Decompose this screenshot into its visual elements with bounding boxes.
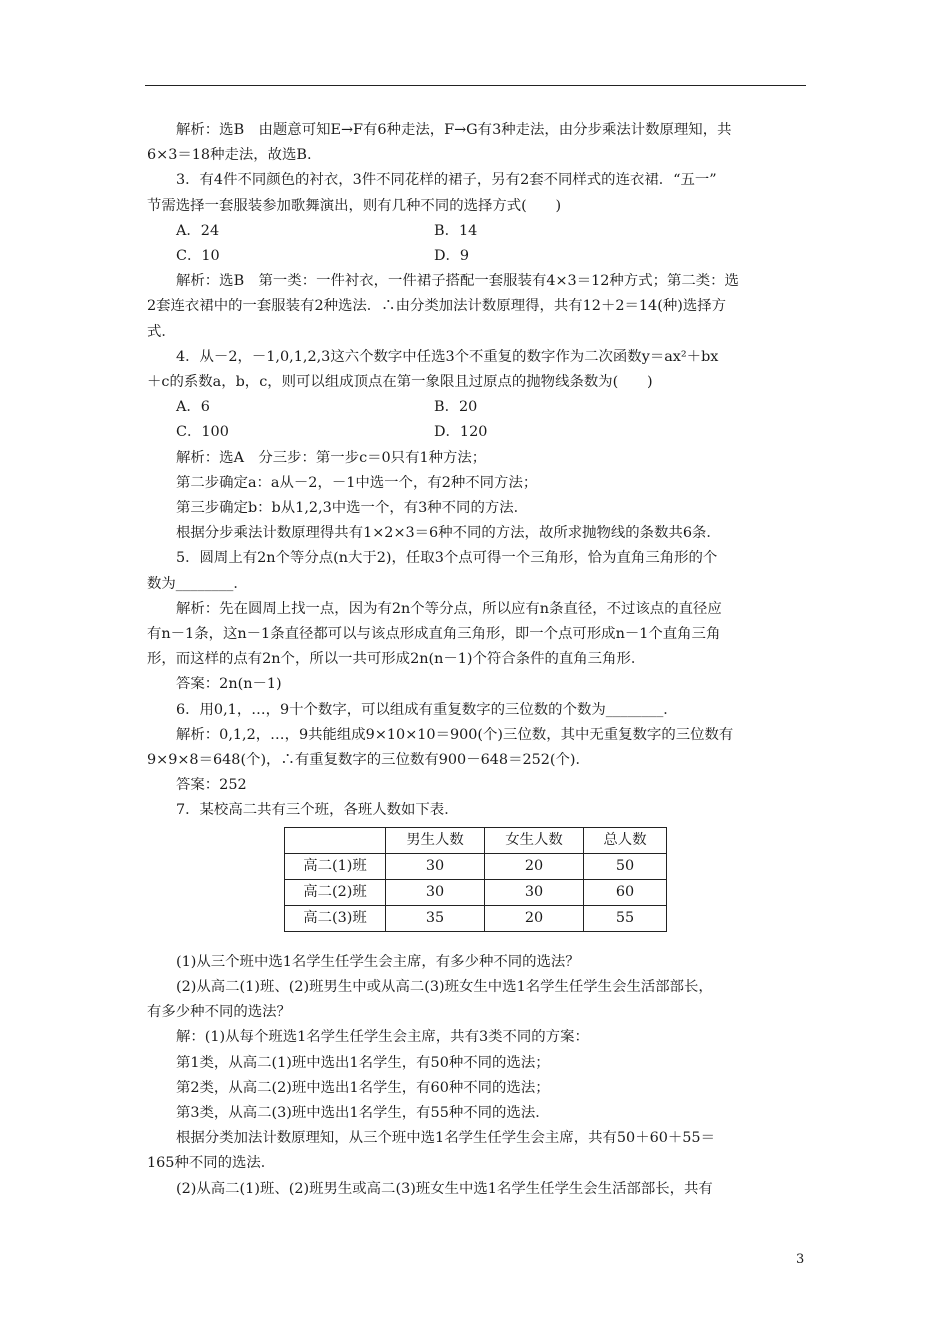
q6-question: 6．用0,1，…，9十个数字，可以组成有重复数字的三位数的个数为________． xyxy=(176,701,678,718)
table-header-cell: 女生人数 xyxy=(485,827,584,853)
table-header-cell xyxy=(285,827,386,853)
q4-option-c: C．100 xyxy=(176,424,229,441)
q5-answer: 答案：2n(n－1) xyxy=(176,676,282,693)
table-cell: 30 xyxy=(386,879,485,905)
q4-solution-line-1: 解析：选A 分三步：第一步c＝0只有1种方法； xyxy=(176,449,487,466)
table-row xyxy=(285,905,667,931)
table-cell: 高二(3)班 xyxy=(285,905,386,931)
q4-options-row-1 xyxy=(147,395,807,420)
class-size-table xyxy=(284,827,667,932)
q3-question-line-1: 3．有4件不同颜色的衬衣，3件不同花样的裙子，另有2套不同样式的连衣裙．“五一” xyxy=(176,172,717,189)
table-cell: 30 xyxy=(386,853,485,879)
table-cell: 30 xyxy=(485,879,584,905)
table-cell: 35 xyxy=(386,905,485,931)
q6-solution-line-1: 解析：0,1,2，…，9共能组成9×10×10＝900(个)三位数，其中无重复数字的三位数有 xyxy=(176,726,734,743)
q3-option-b: B．14 xyxy=(434,222,478,239)
q3-question-line-2: 节需选择一套服装参加歌舞演出，则有几种不同的选择方式( ) xyxy=(147,197,562,214)
table-header-cell: 总人数 xyxy=(584,827,667,853)
q3-option-a: A．24 xyxy=(176,222,220,239)
q7-solution-line-4: 第3类，从高二(3)班中选出1名学生，有55种不同的选法． xyxy=(176,1104,550,1121)
q3-solution-line-2: 2套连衣裙中的一套服装有2种选法．∴由分类加法计数原理得，共有12＋2＝14(种)选择方 xyxy=(147,298,726,315)
header-rule xyxy=(145,85,806,86)
q3-solution-line-1: 解析：选B 第一类：一件衬衣，一件裙子搭配一套服装有4×3＝12种方式；第二类：选 xyxy=(176,273,739,290)
q2-solution-line-1: 解析：选B 由题意可知E→F有6种走法，F→G有3种走法，由分步乘法计数原理知，共 xyxy=(176,122,732,138)
q7-part-2-line-1: (2)从高二(1)班、(2)班男生中或从高二(3)班女生中选1名学生任学生会生活部部长， xyxy=(176,978,713,995)
page-content xyxy=(147,118,807,1202)
table-row xyxy=(285,879,667,905)
q7-solution-line-3: 第2类，从高二(2)班中选出1名学生，有60种不同的选法； xyxy=(176,1079,550,1096)
q5-question-line-1: 5．圆周上有2n个等分点(n大于2)，任取3个点可得一个三角形，恰为直角三角形的个 xyxy=(176,550,718,567)
table-cell: 20 xyxy=(485,905,584,931)
q7-solution-line-6: 165种不同的选法． xyxy=(147,1155,276,1172)
q3-option-d: D．9 xyxy=(434,248,470,265)
q7-part-2-line-2: 有多少种不同的选法？ xyxy=(147,1004,291,1021)
q7-question: 7．某校高二共有三个班，各班人数如下表． xyxy=(176,802,459,819)
q4-question-line-2: ＋c的系数a，b，c，则可以组成顶点在第一象限且过原点的抛物线条数为( ) xyxy=(147,374,653,391)
q5-solution-line-3: 形，而这样的点有2n个，所以一共可形成2n(n－1)个符合条件的直角三角形． xyxy=(147,651,646,668)
q5-question-line-2: 数为________． xyxy=(147,575,248,592)
q2-solution-line-2: 6×3＝18种走法，故选B. xyxy=(147,147,312,164)
q3-solution-line-3: 式． xyxy=(147,323,176,340)
q4-solution-line-2: 第二步确定a：a从－2，－1中选一个，有2种不同方法； xyxy=(176,474,538,491)
q4-option-a: A．6 xyxy=(176,399,210,416)
q6-solution-line-2: 9×9×8＝648(个)，∴有重复数字的三位数有900－648＝252(个)． xyxy=(147,752,590,769)
table-row xyxy=(285,853,667,879)
q7-solution-line-2: 第1类，从高二(1)班中选出1名学生，有50种不同的选法； xyxy=(176,1054,550,1071)
table-cell: 55 xyxy=(584,905,667,931)
q5-solution-line-2: 有n－1条，这n－1条直径都可以与该点形成直角三角形，即一个点可形成n－1个直角三角 xyxy=(147,626,721,643)
q3-option-c: C．10 xyxy=(176,248,220,265)
q3-options-row-2 xyxy=(147,244,807,269)
q7-part-1: (1)从三个班中选1名学生任学生会主席，有多少种不同的选法？ xyxy=(176,953,580,970)
q4-option-b: B．20 xyxy=(434,399,478,416)
table-header-row xyxy=(285,827,667,853)
q4-option-d: D．120 xyxy=(434,424,488,441)
table-cell: 60 xyxy=(584,879,667,905)
q7-solution-line-7: (2)从高二(1)班、(2)班男生或高二(3)班女生中选1名学生任学生会生活部部长，共有 xyxy=(176,1180,713,1197)
table-cell: 高二(1)班 xyxy=(285,853,386,879)
table-cell: 高二(2)班 xyxy=(285,879,386,905)
q4-solution-line-4: 根据分步乘法计数原理得共有1×2×3＝6种不同的方法，故所求抛物线的条数共6条． xyxy=(176,525,721,542)
q4-options-row-2 xyxy=(147,420,807,445)
q4-solution-line-3: 第三步确定b：b从1,2,3中选一个，有3种不同的方法． xyxy=(176,500,529,517)
q4-question-line-1: 4．从－2，－1,0,1,2,3这六个数字中任选3个不重复的数字作为二次函数y＝ax²＋bx xyxy=(176,348,719,365)
q5-solution-line-1: 解析：先在圆周上找一点，因为有2n个等分点，所以应有n条直径，不过该点的直径应 xyxy=(176,600,722,617)
table-header-cell: 男生人数 xyxy=(386,827,485,853)
page-number: 3 xyxy=(796,1252,805,1267)
q3-options-row-1 xyxy=(147,219,807,244)
table-cell: 20 xyxy=(485,853,584,879)
table-cell: 50 xyxy=(584,853,667,879)
q7-solution-line-5: 根据分类加法计数原理知，从三个班中选1名学生任学生会主席，共有50＋60＋55＝ xyxy=(176,1130,715,1147)
q7-solution-line-1: 解：(1)从每个班选1名学生任学生会主席，共有3类不同的方案： xyxy=(176,1029,589,1046)
q6-answer: 答案：252 xyxy=(176,777,247,794)
